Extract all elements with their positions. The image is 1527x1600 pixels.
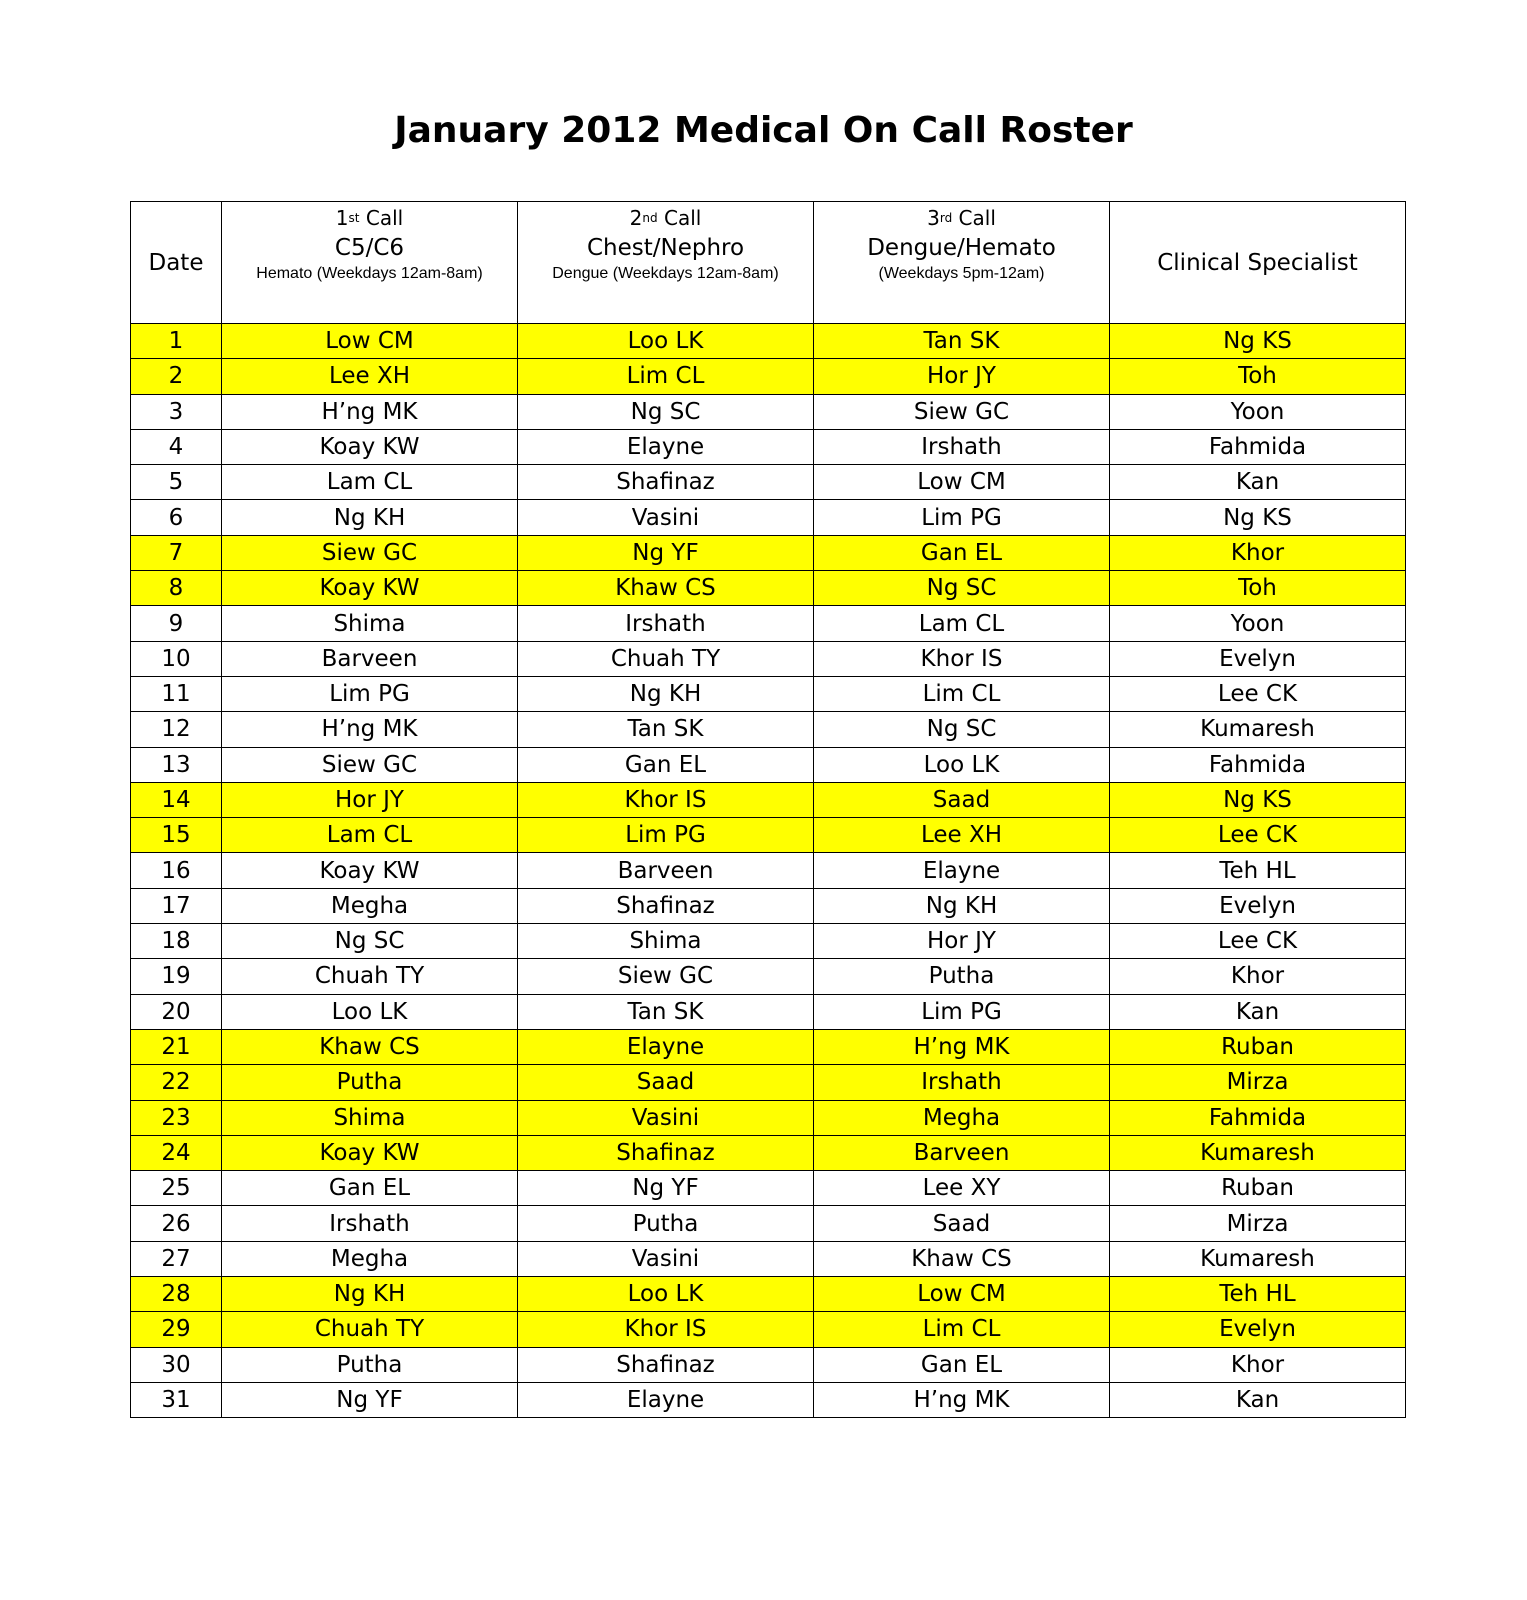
clinical-specialist-cell: Evelyn — [1110, 641, 1406, 676]
date-cell: 18 — [131, 924, 222, 959]
table-row — [131, 712, 1406, 747]
table-row — [131, 500, 1406, 535]
date-cell: 4 — [131, 429, 222, 464]
header-third-call-word: Call — [958, 206, 996, 230]
header-first-call-title — [336, 206, 403, 233]
table-row — [131, 429, 1406, 464]
first-call-cell: Irshath — [222, 1206, 518, 1241]
clinical-specialist-cell: Ruban — [1110, 1029, 1406, 1064]
header-second-call-note: Dengue (Weekdays 12am-8am) — [552, 265, 779, 282]
third-call-cell: H’ng MK — [814, 1382, 1110, 1417]
table-row — [131, 853, 1406, 888]
header-second-call — [518, 202, 814, 324]
header-second-call-title — [630, 206, 702, 233]
date-cell: 27 — [131, 1241, 222, 1276]
clinical-specialist-cell: Teh HL — [1110, 853, 1406, 888]
third-call-cell: Khaw CS — [814, 1241, 1110, 1276]
header-second-call-num: 2 — [629, 206, 643, 230]
second-call-cell: Loo LK — [518, 1277, 814, 1312]
first-call-cell: Koay KW — [222, 429, 518, 464]
date-cell: 21 — [131, 1029, 222, 1064]
date-cell: 2 — [131, 359, 222, 394]
second-call-cell: Khaw CS — [518, 571, 814, 606]
first-call-cell: Putha — [222, 1065, 518, 1100]
date-cell: 16 — [131, 853, 222, 888]
date-cell: 5 — [131, 465, 222, 500]
table-row — [131, 1100, 1406, 1135]
table-row — [131, 959, 1406, 994]
second-call-cell: Vasini — [518, 1241, 814, 1276]
first-call-cell: Koay KW — [222, 853, 518, 888]
clinical-specialist-cell: Ruban — [1110, 1171, 1406, 1206]
second-call-cell: Barveen — [518, 853, 814, 888]
header-second-call-word: Call — [663, 206, 702, 230]
date-cell: 10 — [131, 641, 222, 676]
date-cell: 28 — [131, 1277, 222, 1312]
date-cell: 31 — [131, 1382, 222, 1417]
second-call-cell: Vasini — [518, 1100, 814, 1135]
second-call-cell: Elayne — [518, 1382, 814, 1417]
clinical-specialist-cell: Evelyn — [1110, 1312, 1406, 1347]
third-call-cell: Hor JY — [814, 359, 1110, 394]
second-call-cell: Shafinaz — [518, 888, 814, 923]
table-row — [131, 1382, 1406, 1417]
second-call-cell: Khor IS — [518, 782, 814, 817]
second-call-cell: Ng YF — [518, 535, 814, 570]
second-call-cell: Tan SK — [518, 712, 814, 747]
date-cell: 13 — [131, 747, 222, 782]
clinical-specialist-cell: Ng KS — [1110, 324, 1406, 359]
header-third-call-ward: Dengue/Hemato — [867, 235, 1056, 261]
table-row — [131, 324, 1406, 359]
first-call-cell: Koay KW — [222, 1135, 518, 1170]
clinical-specialist-cell: Khor — [1110, 1347, 1406, 1382]
first-call-cell: Gan EL — [222, 1171, 518, 1206]
clinical-specialist-cell: Khor — [1110, 959, 1406, 994]
header-first-call-ward: C5/C6 — [334, 235, 405, 261]
third-call-cell: Saad — [814, 1206, 1110, 1241]
third-call-cell: Gan EL — [814, 535, 1110, 570]
second-call-cell: Putha — [518, 1206, 814, 1241]
first-call-cell: Lam CL — [222, 818, 518, 853]
date-cell: 22 — [131, 1065, 222, 1100]
date-cell: 1 — [131, 324, 222, 359]
clinical-specialist-cell: Mirza — [1110, 1206, 1406, 1241]
table-row — [131, 782, 1406, 817]
date-cell: 23 — [131, 1100, 222, 1135]
second-call-cell: Vasini — [518, 500, 814, 535]
first-call-cell: Hor JY — [222, 782, 518, 817]
date-cell: 11 — [131, 676, 222, 711]
third-call-cell: Putha — [814, 959, 1110, 994]
second-call-cell: Loo LK — [518, 324, 814, 359]
header-third-call-num: 3 — [927, 206, 940, 230]
date-cell: 25 — [131, 1171, 222, 1206]
second-call-cell: Chuah TY — [518, 641, 814, 676]
first-call-cell: Lim PG — [222, 676, 518, 711]
third-call-cell: Low CM — [814, 1277, 1110, 1312]
clinical-specialist-cell: Lee CK — [1110, 818, 1406, 853]
clinical-specialist-cell: Kumaresh — [1110, 1241, 1406, 1276]
clinical-specialist-cell: Mirza — [1110, 1065, 1406, 1100]
table-row — [131, 994, 1406, 1029]
first-call-cell: Putha — [222, 1347, 518, 1382]
third-call-cell: Khor IS — [814, 641, 1110, 676]
table-row — [131, 1241, 1406, 1276]
third-call-cell: Siew GC — [814, 394, 1110, 429]
clinical-specialist-cell: Ng KS — [1110, 782, 1406, 817]
third-call-cell: Lam CL — [814, 606, 1110, 641]
clinical-specialist-cell: Teh HL — [1110, 1277, 1406, 1312]
clinical-specialist-cell: Toh — [1110, 359, 1406, 394]
date-cell: 8 — [131, 571, 222, 606]
second-call-cell: Shafinaz — [518, 1135, 814, 1170]
first-call-cell: H’ng MK — [222, 712, 518, 747]
header-date-label: Date — [148, 249, 204, 276]
header-second-call-ward: Chest/Nephro — [586, 235, 745, 261]
clinical-specialist-cell: Evelyn — [1110, 888, 1406, 923]
third-call-cell: Loo LK — [814, 747, 1110, 782]
table-row — [131, 359, 1406, 394]
first-call-cell: Ng YF — [222, 1382, 518, 1417]
third-call-cell: Hor JY — [814, 924, 1110, 959]
first-call-cell: Chuah TY — [222, 959, 518, 994]
first-call-cell: Shima — [222, 1100, 518, 1135]
second-call-cell: Shafinaz — [518, 465, 814, 500]
first-call-cell: Lee XH — [222, 359, 518, 394]
header-first-call — [222, 202, 518, 324]
third-call-cell: Ng SC — [814, 712, 1110, 747]
roster-table — [130, 201, 1406, 1418]
header-first-call-num: 1 — [335, 206, 349, 230]
header-date — [131, 202, 222, 324]
second-call-cell: Ng YF — [518, 1171, 814, 1206]
table-row — [131, 394, 1406, 429]
first-call-cell: Megha — [222, 888, 518, 923]
table-row — [131, 1206, 1406, 1241]
first-call-cell: Chuah TY — [222, 1312, 518, 1347]
third-call-cell: Irshath — [814, 429, 1110, 464]
date-cell: 15 — [131, 818, 222, 853]
table-row — [131, 535, 1406, 570]
second-call-cell: Shima — [518, 924, 814, 959]
date-cell: 29 — [131, 1312, 222, 1347]
table-row — [131, 1277, 1406, 1312]
clinical-specialist-cell: Fahmida — [1110, 429, 1406, 464]
third-call-cell: Lim PG — [814, 500, 1110, 535]
table-row — [131, 1135, 1406, 1170]
clinical-specialist-cell: Lee CK — [1110, 924, 1406, 959]
third-call-cell: Lim CL — [814, 676, 1110, 711]
second-call-cell: Elayne — [518, 1029, 814, 1064]
clinical-specialist-cell: Toh — [1110, 571, 1406, 606]
third-call-cell: Saad — [814, 782, 1110, 817]
second-call-cell: Shafinaz — [518, 1347, 814, 1382]
clinical-specialist-cell: Fahmida — [1110, 1100, 1406, 1135]
date-cell: 9 — [131, 606, 222, 641]
date-cell: 12 — [131, 712, 222, 747]
clinical-specialist-cell: Kumaresh — [1110, 1135, 1406, 1170]
clinical-specialist-cell: Fahmida — [1110, 747, 1406, 782]
header-second-call-sup: nd — [642, 211, 658, 225]
first-call-cell: Ng KH — [222, 500, 518, 535]
second-call-cell: Khor IS — [518, 1312, 814, 1347]
clinical-specialist-cell: Kumaresh — [1110, 712, 1406, 747]
date-cell: 6 — [131, 500, 222, 535]
third-call-cell: Lee XY — [814, 1171, 1110, 1206]
third-call-cell: Megha — [814, 1100, 1110, 1135]
first-call-cell: H’ng MK — [222, 394, 518, 429]
first-call-cell: Siew GC — [222, 535, 518, 570]
first-call-cell: Lam CL — [222, 465, 518, 500]
second-call-cell: Tan SK — [518, 994, 814, 1029]
roster-body — [131, 324, 1406, 1418]
table-row — [131, 1171, 1406, 1206]
third-call-cell: Irshath — [814, 1065, 1110, 1100]
header-third-call-sup: rd — [939, 211, 953, 225]
first-call-cell: Khaw CS — [222, 1029, 518, 1064]
third-call-cell: Ng SC — [814, 571, 1110, 606]
header-clinical-specialist — [1110, 202, 1406, 324]
clinical-specialist-cell: Yoon — [1110, 394, 1406, 429]
first-call-cell: Koay KW — [222, 571, 518, 606]
date-cell: 3 — [131, 394, 222, 429]
third-call-cell: Lim PG — [814, 994, 1110, 1029]
table-row — [131, 676, 1406, 711]
second-call-cell: Lim PG — [518, 818, 814, 853]
table-row — [131, 1029, 1406, 1064]
second-call-cell: Saad — [518, 1065, 814, 1100]
third-call-cell: Gan EL — [814, 1347, 1110, 1382]
header-third-call-note: (Weekdays 5pm-12am) — [878, 265, 1045, 282]
second-call-cell: Ng KH — [518, 676, 814, 711]
third-call-cell: Elayne — [814, 853, 1110, 888]
table-row — [131, 1065, 1406, 1100]
first-call-cell: Barveen — [222, 641, 518, 676]
second-call-cell: Siew GC — [518, 959, 814, 994]
first-call-cell: Ng KH — [222, 1277, 518, 1312]
second-call-cell: Lim CL — [518, 359, 814, 394]
third-call-cell: Low CM — [814, 465, 1110, 500]
date-cell: 14 — [131, 782, 222, 817]
table-row — [131, 571, 1406, 606]
header-first-call-word: Call — [365, 206, 404, 230]
third-call-cell: Barveen — [814, 1135, 1110, 1170]
first-call-cell: Siew GC — [222, 747, 518, 782]
table-row — [131, 888, 1406, 923]
header-third-call — [814, 202, 1110, 324]
second-call-cell: Ng SC — [518, 394, 814, 429]
clinical-specialist-cell: Kan — [1110, 465, 1406, 500]
date-cell: 19 — [131, 959, 222, 994]
date-cell: 7 — [131, 535, 222, 570]
third-call-cell: Ng KH — [814, 888, 1110, 923]
clinical-specialist-cell: Yoon — [1110, 606, 1406, 641]
date-cell: 20 — [131, 994, 222, 1029]
second-call-cell: Elayne — [518, 429, 814, 464]
clinical-specialist-cell: Lee CK — [1110, 676, 1406, 711]
date-cell: 24 — [131, 1135, 222, 1170]
date-cell: 30 — [131, 1347, 222, 1382]
header-third-call-title — [927, 206, 996, 233]
first-call-cell: Megha — [222, 1241, 518, 1276]
third-call-cell: H’ng MK — [814, 1029, 1110, 1064]
third-call-cell: Tan SK — [814, 324, 1110, 359]
table-row — [131, 924, 1406, 959]
table-row — [131, 465, 1406, 500]
table-row — [131, 1312, 1406, 1347]
header-row — [131, 202, 1406, 324]
third-call-cell: Lee XH — [814, 818, 1110, 853]
date-cell: 26 — [131, 1206, 222, 1241]
header-first-call-note: Hemato (Weekdays 12am-8am) — [256, 265, 483, 282]
header-first-call-sup: st — [348, 211, 360, 225]
table-row — [131, 747, 1406, 782]
clinical-specialist-cell: Ng KS — [1110, 500, 1406, 535]
first-call-cell: Shima — [222, 606, 518, 641]
third-call-cell: Lim CL — [814, 1312, 1110, 1347]
second-call-cell: Gan EL — [518, 747, 814, 782]
first-call-cell: Low CM — [222, 324, 518, 359]
clinical-specialist-cell: Khor — [1110, 535, 1406, 570]
clinical-specialist-cell: Kan — [1110, 994, 1406, 1029]
header-clinical-specialist-label: Clinical Specialist — [1157, 249, 1358, 276]
table-row — [131, 1347, 1406, 1382]
second-call-cell: Irshath — [518, 606, 814, 641]
first-call-cell: Ng SC — [222, 924, 518, 959]
first-call-cell: Loo LK — [222, 994, 518, 1029]
page-title: January 2012 Medical On Call Roster — [394, 110, 1133, 151]
table-row — [131, 606, 1406, 641]
date-cell: 17 — [131, 888, 222, 923]
table-row — [131, 818, 1406, 853]
clinical-specialist-cell: Kan — [1110, 1382, 1406, 1417]
table-row — [131, 641, 1406, 676]
